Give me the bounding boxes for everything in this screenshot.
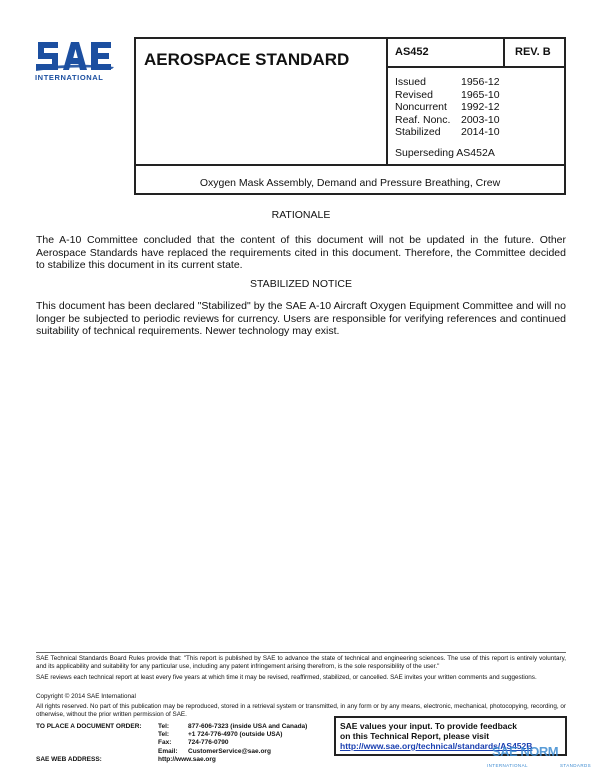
document-title: Oxygen Mask Assembly, Demand and Pressure Breathing, Crew xyxy=(199,177,501,189)
footer-divider xyxy=(36,652,566,653)
footer-rights-text: All rights reserved. No part of this publication may be reproduced, stored in a retrieval system or transmitted, in any form or by any means, electronic, mechanical, photocopying, recording, or otherwise, without the prior written permission of SAE. xyxy=(36,703,566,718)
date-value: 2003-10 xyxy=(461,113,500,126)
date-row xyxy=(395,76,500,89)
order-label: TO PLACE A DOCUMENT ORDER: xyxy=(36,723,142,730)
email-link[interactable]: CustomerService@sae.org xyxy=(188,747,271,755)
header-divider xyxy=(503,37,505,67)
stabilized-text: This document has been declared "Stabilized" by the SAE A-10 Aircraft Oxygen Equipment Committee and will no longer be subjected to periodic reviews for currency. Users are responsible for verifying references and continued suitability of technical requirements. Newer technology may exist. xyxy=(36,300,566,337)
email-label: Email: xyxy=(158,747,178,755)
date-label: Issued xyxy=(395,76,426,88)
feedback-line-1: SAE values your input. To provide feedback xyxy=(340,721,517,731)
footer-copyright: Copyright © 2014 SAE International xyxy=(36,693,136,700)
rationale-text: The A-10 Committee concluded that the content of this document will not be updated in the future. Other Aerospace Standards have replaced the requirements cited in this document. Therefore, the Committee decided to stabilize this document in its current state. xyxy=(36,234,566,271)
revision-label: REV. B xyxy=(515,46,551,58)
date-label: Noncurrent xyxy=(395,101,447,113)
web-link[interactable]: http://www.sae.org xyxy=(158,755,216,763)
footer-review-text: SAE reviews each technical report at least every five years at which time it may be revised, reaffirmed, stabilized, or cancelled. SAE invites your written comments and suggestions. xyxy=(36,674,537,681)
tel-outside: +1 724-776-4970 (outside USA) xyxy=(188,731,283,739)
date-value: 1992-12 xyxy=(461,101,500,113)
date-label: Reaf. Nonc. xyxy=(395,113,451,126)
footer-rules-text: SAE Technical Standards Board Rules provide that: "This report is published by SAE to advance the state of technical and engineering sciences. The use of this report is entirely voluntary, and its applicability and suitability for any particular use, including any patent infringement arising therefrom, is the sole responsibility of the user." xyxy=(36,655,566,670)
watermark: SAE NORM xyxy=(492,744,559,759)
date-label: Stabilized xyxy=(395,126,441,138)
header-divider xyxy=(386,37,388,165)
superseding-note: Superseding AS452A xyxy=(395,147,495,159)
date-value: 1956-12 xyxy=(461,76,500,88)
rationale-heading: RATIONALE xyxy=(271,209,331,221)
feedback-line-2: on this Technical Report, please visit xyxy=(340,731,490,741)
date-row xyxy=(395,114,500,127)
tel-label: Tel: xyxy=(158,723,170,730)
date-history-table xyxy=(395,76,500,139)
document-number: AS452 xyxy=(395,46,429,58)
order-contact-table xyxy=(36,723,307,764)
stabilized-heading: STABILIZED NOTICE xyxy=(250,278,352,290)
date-value: 2014-10 xyxy=(461,126,500,138)
header-divider xyxy=(386,66,566,68)
logo-subtitle: INTERNATIONAL xyxy=(35,73,104,82)
feedback-link[interactable]: http://www.sae.org/technical/standards/AS452B xyxy=(340,741,533,751)
standard-type: AEROSPACE STANDARD xyxy=(144,50,350,69)
watermark-subtitle: INTERNATIONAL xyxy=(487,763,528,768)
tel-inside: 877-606-7323 (inside USA and Canada) xyxy=(188,723,308,730)
fax-label: Fax: xyxy=(158,739,172,747)
header-divider xyxy=(134,164,566,166)
watermark-subtitle: STANDARDS xyxy=(560,763,592,768)
date-row xyxy=(395,89,500,102)
date-row xyxy=(395,126,500,139)
tel-label: Tel: xyxy=(158,731,170,739)
date-label: Revised xyxy=(395,88,433,101)
fax-number: 724-776-0790 xyxy=(188,739,229,747)
date-row xyxy=(395,101,500,114)
date-value: 1965-10 xyxy=(461,88,500,101)
web-label: SAE WEB ADDRESS: xyxy=(36,755,102,763)
